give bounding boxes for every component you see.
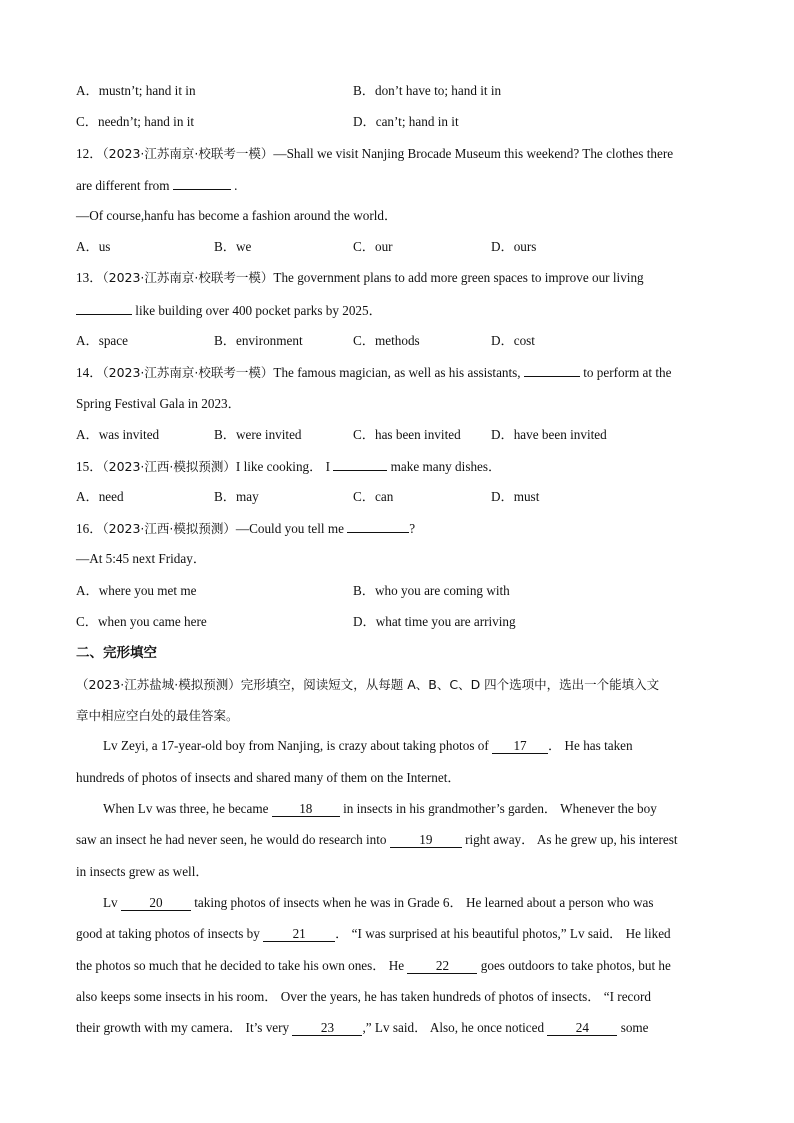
q13-text: The government plans to add more green spaces to improve our living (273, 270, 644, 285)
passage-p3-line4: also keeps some insects in his room． Over the years, he has taken hundreds of photos of insects． “I record (76, 989, 651, 1004)
q12-number: 12． (76, 146, 103, 161)
passage-text: goes outdoors to take photos, but he (477, 958, 671, 973)
passage-text: ,” Lv said． Also, he once noticed (362, 1020, 548, 1035)
blank-18[interactable]: 18 (272, 801, 340, 817)
blank-21[interactable]: 21 (263, 926, 335, 942)
q12-text-post: . (230, 178, 238, 193)
q11-option-d[interactable]: D．can’t; hand in it (353, 114, 459, 129)
passage-text: in insects in his grandmother’s garden． Whenever the boy (339, 801, 657, 816)
passage-text: saw an insect he had never seen, he would do research into (76, 832, 390, 847)
q15-answer-blank[interactable] (333, 457, 387, 471)
q16-option-d[interactable]: D．what time you are arriving (353, 614, 516, 629)
blank-24[interactable]: 24 (547, 1020, 617, 1036)
q16-stem-line1 (76, 519, 415, 538)
q15-text-post: make many dishes． (387, 459, 502, 474)
passage-text: some (617, 1020, 649, 1035)
section-heading-cloze: 二、完形填空 (76, 645, 157, 661)
q13-stem-line2 (76, 301, 382, 320)
q14-stem-line2: Spring Festival Gala in 2023． (76, 396, 241, 411)
passage-text: taking photos of insects when he was in Grade 6． He learned about a person who was (190, 895, 654, 910)
q14-stem-line1 (76, 363, 671, 382)
q11-option-a[interactable]: A．mustn’t; hand it in (76, 83, 196, 98)
q14-option-d[interactable]: D．have been invited (491, 427, 607, 442)
passage-p2-line3: in insects grew as well． (76, 864, 209, 879)
passage-p3-line3 (76, 957, 671, 975)
q16-source: （2023·江西·模拟预测） (102, 521, 236, 536)
passage-p3-line5 (76, 1019, 649, 1037)
q12-option-d[interactable]: D．ours (491, 239, 537, 254)
blank-22[interactable]: 22 (407, 958, 477, 974)
q16-option-b[interactable]: B．who you are coming with (353, 583, 510, 598)
q16-text-pre: —Could you tell me (235, 521, 348, 536)
q15-option-c[interactable]: C．can (353, 489, 394, 504)
blank-17[interactable]: 17 (492, 738, 548, 754)
passage-text: their growth with my camera． It’s very (76, 1020, 293, 1035)
q15-option-b[interactable]: B．may (214, 489, 259, 504)
q12-source: （2023·江苏南京·校联考一模） (102, 146, 274, 161)
q12-reply: —Of course,hanfu has become a fashion around the world． (76, 208, 398, 223)
passage-text: good at taking photos of insects by (76, 926, 264, 941)
q13-stem-line1 (76, 269, 644, 287)
passage-text: When Lv was three, he became (103, 801, 272, 816)
q12-text: —Shall we visit Nanjing Brocade Museum this weekend? The clothes there (273, 146, 674, 161)
q12-option-a[interactable]: A．us (76, 239, 111, 254)
q14-answer-blank[interactable] (524, 363, 580, 377)
q13-option-d[interactable]: D．cost (491, 333, 535, 348)
q15-number: 15． (76, 459, 103, 474)
q14-text-post: to perform at the (579, 365, 672, 380)
passage-p3-line2 (76, 925, 671, 943)
q12-text-pre: are different from (76, 178, 173, 193)
passage-text: right away． As he grew up, his interest (461, 832, 678, 847)
q13-source: （2023·江苏南京·校联考一模） (102, 270, 274, 285)
passage-p2-line2 (76, 831, 678, 849)
q14-text-pre: The famous magician, as well as his assistants, (273, 365, 524, 380)
passage-p1-line2: hundreds of photos of insects and shared many of them on the Internet． (76, 770, 461, 785)
passage-text: the photos so much that he decided to take his own ones． He (76, 958, 408, 973)
q13-option-b[interactable]: B．environment (214, 333, 303, 348)
blank-20[interactable]: 20 (121, 895, 191, 911)
q16-number: 16． (76, 521, 103, 536)
q14-option-a[interactable]: A．was invited (76, 427, 160, 442)
q15-text-pre: I like cooking． I (235, 459, 334, 474)
q13-number: 13． (76, 270, 103, 285)
q16-option-a[interactable]: A．where you met me (76, 583, 197, 598)
q12-option-b[interactable]: B．we (214, 239, 252, 254)
q12-option-c[interactable]: C．our (353, 239, 393, 254)
q12-stem-line2 (76, 176, 237, 195)
cloze-instructions-line2: 章中相应空白处的最佳答案。 (76, 708, 239, 723)
q15-source: （2023·江西·模拟预测） (102, 459, 236, 474)
cloze-instructions-line1: （2023·江苏盐城·模拟预测）完形填空，阅读短文，从每题 A、B、C、D 四个选项中，选出一个能填入文 (76, 677, 660, 692)
q12-stem-line1 (76, 145, 673, 163)
q15-stem-line1 (76, 457, 501, 476)
q13-text-post: like building over 400 pocket parks by 2025． (132, 303, 382, 318)
q14-source: （2023·江苏南京·校联考一模） (102, 365, 274, 380)
q16-reply: —At 5:45 next Friday． (76, 551, 207, 566)
passage-p2-line1 (103, 800, 657, 818)
passage-text: ． He has taken (548, 738, 633, 753)
q14-option-c[interactable]: C．has been invited (353, 427, 461, 442)
q16-option-c[interactable]: C．when you came here (76, 614, 207, 629)
blank-19[interactable]: 19 (390, 832, 462, 848)
passage-text: Lv (103, 895, 121, 910)
q15-option-d[interactable]: D．must (491, 489, 540, 504)
q14-option-b[interactable]: B．were invited (214, 427, 302, 442)
passage-p3-line1 (103, 894, 654, 912)
passage-text: Lv Zeyi, a 17-year-old boy from Nanjing, is crazy about taking photos of (103, 738, 493, 753)
q14-number: 14． (76, 365, 103, 380)
q11-option-c[interactable]: C．needn’t; hand in it (76, 114, 195, 129)
q13-option-a[interactable]: A．space (76, 333, 128, 348)
q16-answer-blank[interactable] (347, 519, 409, 533)
q12-answer-blank[interactable] (173, 176, 231, 190)
q11-option-b[interactable]: B．don’t have to; hand it in (353, 83, 502, 98)
q13-answer-blank[interactable] (76, 301, 132, 315)
q16-text-post: ? (409, 521, 416, 536)
q15-option-a[interactable]: A．need (76, 489, 124, 504)
blank-23[interactable]: 23 (292, 1020, 362, 1036)
q13-option-c[interactable]: C．methods (353, 333, 420, 348)
passage-p1-line1 (103, 737, 633, 755)
passage-text: ． “I was surprised at his beautiful photos,” Lv said． He liked (335, 926, 671, 941)
